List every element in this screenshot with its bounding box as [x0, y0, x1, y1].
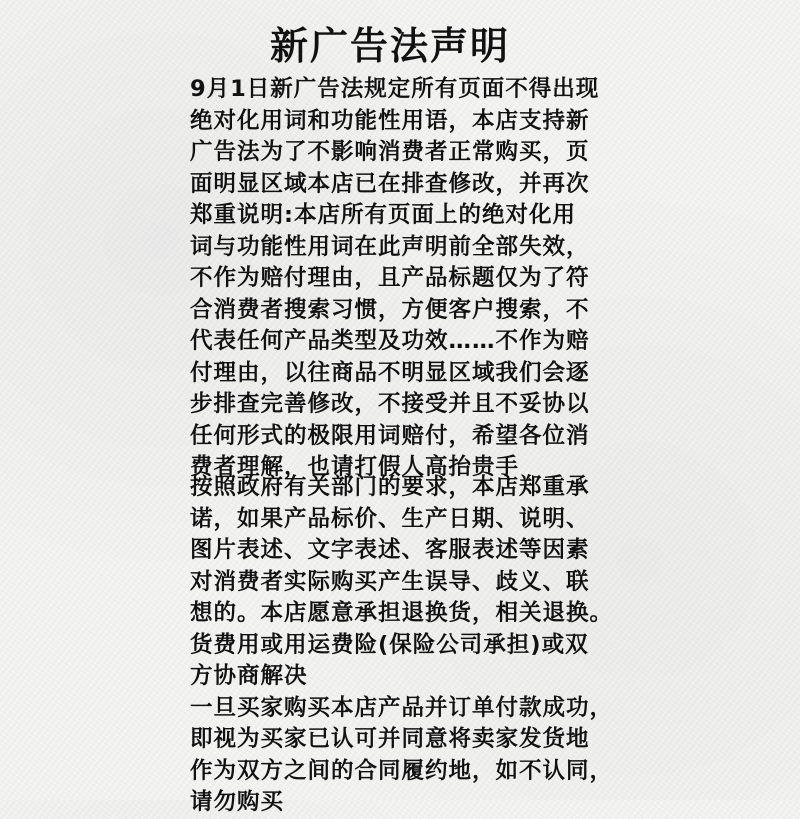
text-line: 请勿购买: [190, 789, 285, 815]
text-line: 费者理解，也请打假人高抬贵手: [190, 454, 520, 480]
text-line: 对消费者实际购买产生误导、歧义、联: [190, 568, 590, 595]
text-line: 诺，如果产品标价、生产日期、说明、: [190, 505, 590, 532]
text-line: 合消费者搜索习惯，方便客户搜索，不: [190, 296, 590, 323]
text-line: 货费用或用运费险(保险公司承担)或双: [190, 631, 589, 658]
statement-paragraph: [190, 74, 650, 484]
page-title: 新广告法声明: [269, 24, 510, 68]
text-line: 一旦买家购买本店产品并订单付款成功，: [190, 694, 614, 721]
text-line: 按照政府有关部门的要求，本店郑重承: [190, 474, 590, 500]
text-line: 词与功能性用词在此声明前全部失效，: [190, 233, 590, 260]
text-line: 代表任何产品类型及功效……不作为赔: [190, 328, 590, 354]
text-line: 绝对化用词和功能性用语，本店支持新: [190, 107, 590, 134]
text-line: 9月1日新广告法规定所有页面不得出现: [190, 76, 600, 102]
text-line: 任何形式的极限用词赔付，希望各位消: [190, 422, 590, 449]
text-line: 步排查完善修改，不接受并且不妥协以: [190, 391, 590, 417]
text-line: 作为双方之间的合同履约地，如不认同，: [190, 757, 614, 784]
text-line: 广告法为了不影响消费者正常购买，页: [190, 139, 590, 165]
text-line: 图片表述、文字表述、客服表述等因素: [190, 537, 590, 563]
text-line: 付理由，以往商品不明显区域我们会逐: [190, 359, 590, 386]
text-line: 面明显区域本店已在排查修改，并再次: [190, 170, 590, 197]
text-line: 不作为赔付理由，且产品标题仅为了符: [190, 265, 590, 291]
text-line: 即视为买家已认可并同意将卖家发货地: [190, 726, 590, 752]
text-line: 想的。本店愿意承担退换货，相关退换。: [190, 600, 614, 626]
commitment-paragraph: [190, 472, 650, 819]
text-line: 郑重说明:本店所有页面上的绝对化用: [190, 202, 576, 228]
text-line: 方协商解决: [190, 663, 308, 689]
